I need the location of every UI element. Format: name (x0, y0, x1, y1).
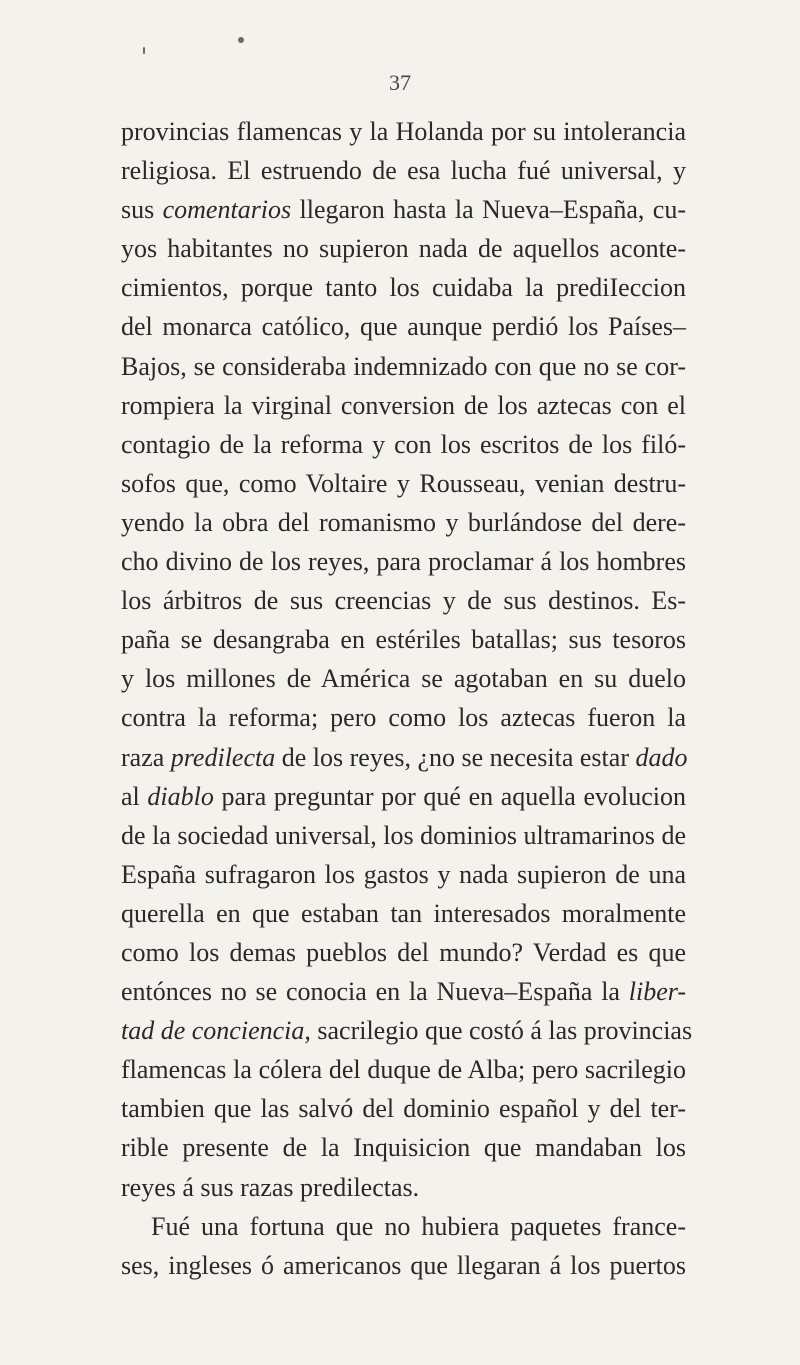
text-run: para preguntar por qué en aquella evolucion (213, 781, 686, 811)
italic-phrase: tad de conciencia, (121, 1016, 311, 1046)
text-line (121, 1089, 686, 1128)
italic-phrase: diablo (147, 781, 214, 811)
text-line (121, 347, 686, 386)
text-line (121, 738, 686, 777)
text-run: entónces no se conocia en la Nueva–España la (121, 977, 629, 1007)
text-run: flamencas la cólera del duque de Alba; pero sacrilegio (121, 1055, 686, 1085)
text-run: de la sociedad universal, los dominios ultramarinos de (121, 820, 686, 850)
text-line (121, 112, 686, 151)
text-run: raza (121, 742, 171, 772)
text-run: llegaron hasta la Nueva–España, cu- (291, 195, 686, 225)
text-line (121, 229, 686, 268)
text-line (121, 659, 686, 698)
text-line (121, 1207, 686, 1246)
text-line (121, 855, 686, 894)
text-line (121, 933, 686, 972)
text-line (121, 1011, 693, 1050)
text-run: rompiera la virginal conversion de los aztecas con el (121, 390, 686, 420)
ink-speck (143, 47, 145, 54)
text-run: ses, ingleses ó americanos que llegaran á los puertos (121, 1250, 686, 1280)
text-run: España sufragaron los gastos y nada supieron de una (121, 859, 686, 889)
ink-speck (238, 37, 244, 43)
text-run: contra la reforma; pero como los aztecas fueron la (121, 703, 686, 733)
text-run: y los millones de América se agotaban en su duelo (121, 664, 686, 694)
text-line (121, 620, 686, 659)
text-run: del monarca católico, que aunque perdió los Países– (121, 312, 686, 342)
text-run: querella en que estaban tan interesados moralmente (121, 898, 686, 928)
italic-phrase: predilecta (170, 742, 276, 772)
text-run: religiosa. El estruendo de esa lucha fué universal, y (121, 156, 686, 186)
italic-phrase: comentarios (162, 195, 292, 225)
text-line (121, 777, 686, 816)
text-run: yos habitantes no supieron nada de aquellos aconte- (121, 234, 686, 264)
text-line (121, 268, 686, 307)
text-run: contagio de la reforma y con los escritos de los filó- (121, 429, 686, 459)
text-line (121, 386, 686, 425)
text-line (121, 425, 686, 464)
text-run: sofos que, como Voltaire y Rousseau, venian destru- (121, 468, 686, 498)
text-line (121, 1168, 686, 1207)
text-line (121, 503, 686, 542)
page-number: 37 (389, 70, 411, 95)
italic-phrase: liber- (628, 977, 686, 1007)
text-run: al (121, 781, 148, 811)
text-line (121, 972, 686, 1011)
text-run: tambien que las salvó del dominio español y del ter- (121, 1094, 686, 1124)
text-run: reyes á sus razas predilectas. (121, 1172, 420, 1202)
text-run: cimientos, porque tanto los cuidaba la prediIeccion (121, 273, 686, 303)
italic-phrase: dado (635, 742, 688, 772)
text-run: sus (121, 195, 163, 225)
text-line (121, 816, 686, 855)
text-line (121, 151, 686, 190)
text-line (121, 1246, 686, 1285)
text-line (121, 464, 686, 503)
text-line (121, 307, 686, 346)
text-run: Bajos, se consideraba indemnizado con que no se cor- (121, 351, 686, 381)
body-text (121, 112, 693, 1285)
text-line (121, 894, 686, 933)
text-run: como los demas pueblos del mundo? Verdad es que (121, 937, 686, 967)
text-run: rible presente de la Inquisicion que mandaban los (121, 1133, 686, 1163)
text-run: yendo la obra del romanismo y burlándose del dere- (121, 507, 686, 537)
text-run: Fué una fortuna que no hubiera paquetes france- (151, 1211, 686, 1241)
text-line (121, 581, 686, 620)
text-line (121, 1050, 686, 1089)
text-run: sacrilegio que costó á las provincias (310, 1016, 693, 1046)
text-run: cho divino de los reyes, para proclamar á los hombres (121, 547, 686, 577)
text-run: provincias flamencas y la Holanda por su intolerancia (121, 117, 686, 146)
text-line (121, 542, 686, 581)
text-run: los árbitros de sus creencias y de sus destinos. Es- (121, 586, 686, 616)
text-line (121, 1128, 686, 1167)
text-line (121, 190, 686, 229)
text-line (121, 698, 686, 737)
text-run: de los reyes, ¿no se necesita estar (275, 742, 636, 772)
text-run: paña se desangraba en estériles batallas; sus tesoros (121, 625, 686, 655)
